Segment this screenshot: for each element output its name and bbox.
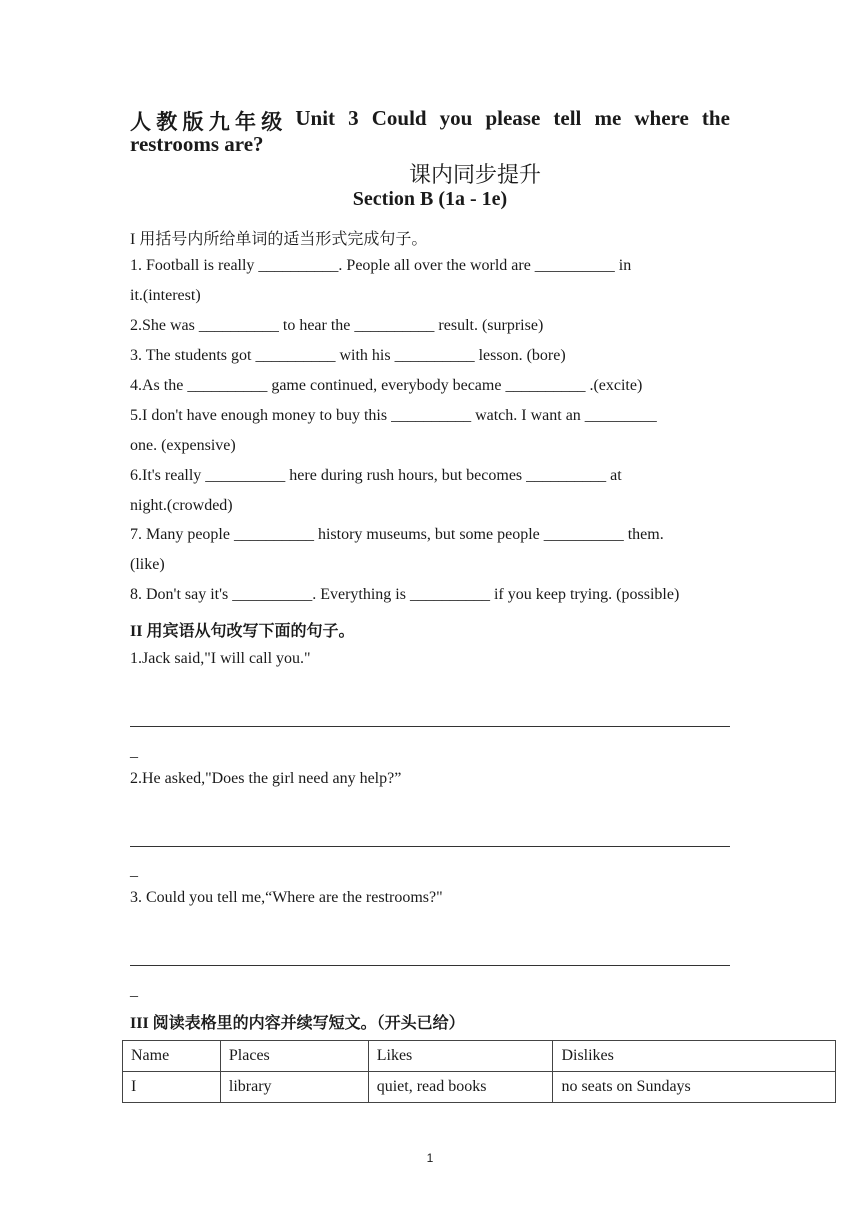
title-part: tell xyxy=(553,106,582,130)
title-part: you xyxy=(439,106,473,130)
table-header-row xyxy=(123,1041,836,1072)
answer-line-dash: _ xyxy=(130,862,138,879)
exercise-line: 2.She was __________ to hear the __________ result. (surprise) xyxy=(130,317,544,334)
exercise-line: night.(crowded) xyxy=(130,497,233,514)
table-header-cell: Likes xyxy=(368,1041,553,1072)
subtitle: 课内同步提升 xyxy=(408,162,541,187)
table-cell: no seats on Sundays xyxy=(553,1072,836,1103)
exercise-line: 6.It's really __________ here during rush hours, but becomes __________ at xyxy=(130,467,622,484)
exercise-line: 8. Don't say it's __________. Everything is __________ if you keep trying. (possible) xyxy=(130,586,680,603)
title-part: the xyxy=(701,106,730,130)
info-table xyxy=(122,1040,836,1103)
answer-line xyxy=(130,846,730,847)
part2-heading: II 用宾语从句改写下面的句子。 xyxy=(130,623,355,640)
title-part: Unit xyxy=(295,106,336,130)
table-header-cell: Dislikes xyxy=(553,1041,836,1072)
rewrite-item: 2.He asked,"Does the girl need any help?” xyxy=(130,770,402,787)
title-part: Could xyxy=(371,106,427,130)
page-number: 1 xyxy=(426,1151,434,1165)
answer-line xyxy=(130,726,730,727)
exercise-line: 4.As the __________ game continued, everybody became __________ .(excite) xyxy=(130,377,643,394)
title-part: 人 教 版 九 年 级 xyxy=(130,110,283,134)
answer-line-dash: _ xyxy=(130,743,138,760)
exercise-line: it.(interest) xyxy=(130,287,201,304)
exercise-line: one. (expensive) xyxy=(130,437,236,454)
table-header-cell: Name xyxy=(123,1041,221,1072)
section-heading: Section B (1a - 1e) xyxy=(352,188,508,210)
table-header-cell: Places xyxy=(220,1041,368,1072)
document-title-line-2: restrooms are? xyxy=(130,132,264,156)
answer-line-dash: _ xyxy=(130,982,138,999)
part3-heading: III 阅读表格里的内容并续写短文。（开头已给） xyxy=(130,1015,465,1032)
title-part: where xyxy=(634,106,689,130)
exercise-line: 3. The students got __________ with his __________ lesson. (bore) xyxy=(130,347,566,364)
exercise-line: 7. Many people __________ history museums, but some people __________ them. xyxy=(130,526,664,543)
answer-line xyxy=(130,965,730,966)
part1-heading: I 用括号内所给单词的适当形式完成句子。 xyxy=(130,231,428,248)
title-part: 3 xyxy=(348,106,359,130)
title-part: me xyxy=(594,106,622,130)
table-row xyxy=(123,1072,836,1103)
exercise-line: 5.I don't have enough money to buy this __________ watch. I want an _________ xyxy=(130,407,657,424)
exercise-line: (like) xyxy=(130,556,165,573)
exercise-line: 1. Football is really __________. People all over the world are __________ in xyxy=(130,257,632,274)
table-cell: library xyxy=(220,1072,368,1103)
table-cell: quiet, read books xyxy=(368,1072,553,1103)
table-cell: I xyxy=(123,1072,221,1103)
title-part: please xyxy=(485,106,541,130)
rewrite-item: 3. Could you tell me,“Where are the restrooms?" xyxy=(130,889,443,906)
rewrite-item: 1.Jack said,"I will call you." xyxy=(130,650,311,667)
